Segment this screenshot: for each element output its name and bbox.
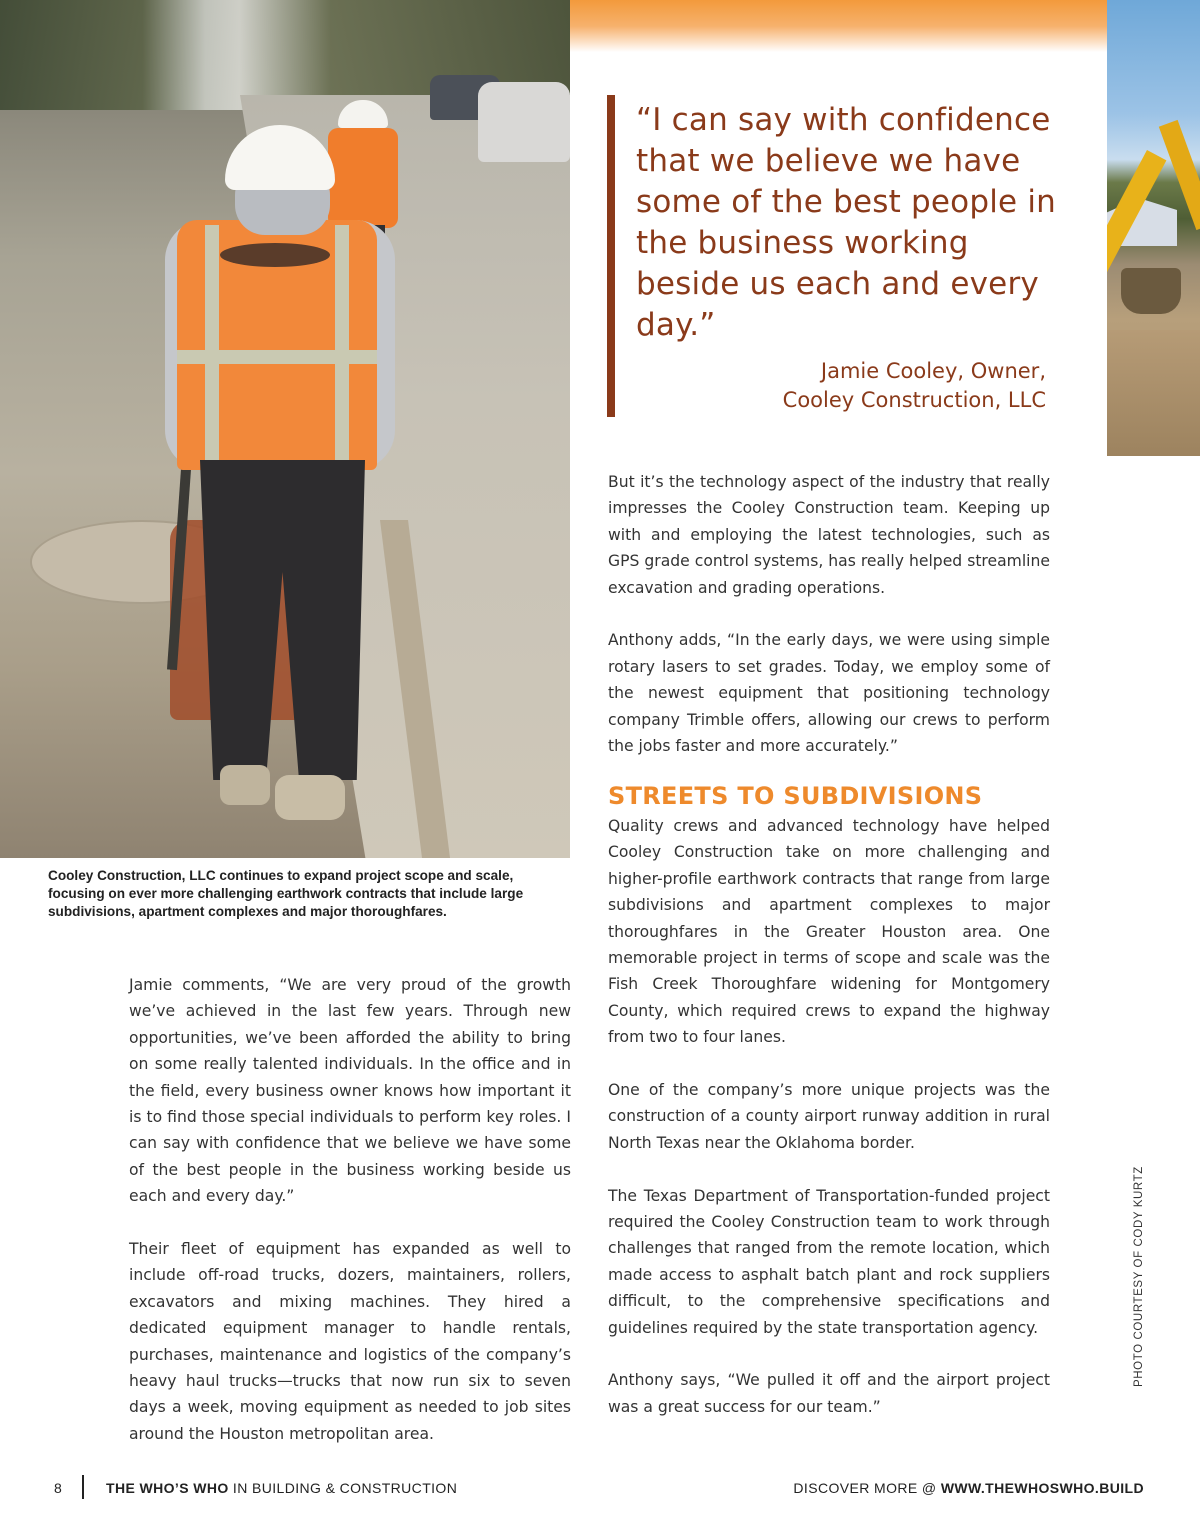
publication-name bbox=[106, 1480, 457, 1496]
publication-name-rest: IN BUILDING & CONSTRUCTION bbox=[228, 1480, 458, 1496]
pull-quote-bar bbox=[607, 95, 615, 417]
body-paragraph: Anthony adds, “In the early days, we were using simple rotary lasers to set grades. Today, we employ some of the newest equipment that positioning technology company Trimble offers, allowing our crews to perform the jobs faster and more accurately.” bbox=[608, 631, 1050, 756]
footer-divider bbox=[82, 1475, 84, 1499]
photo-dirt bbox=[1107, 330, 1200, 456]
body-paragraph: One of the company’s more unique projects was the construction of a county airport runway addition in rural North Texas near the Oklahoma border. bbox=[608, 1081, 1050, 1152]
right-column-top bbox=[608, 469, 1050, 786]
worker-photo bbox=[0, 0, 570, 858]
page-number: 8 bbox=[54, 1480, 62, 1496]
photo-car-white bbox=[478, 82, 570, 162]
body-paragraph: Their fleet of equipment has expanded as well to include off-road trucks, dozers, maintainers, rollers, excavators and mixing machines. They hired a dedicated equipment manager to handle rentals, purchases, maintenance and logistics of the company’s heavy haul trucks—trucks that now run six to seven days a week, moving equipment as needed to job sites around the Houston metropolitan area. bbox=[129, 1240, 571, 1443]
body-paragraph: Quality crews and advanced technology have helped Cooley Construction take on more challenging and higher-profile earthwork contracts that range from large subdivisions and apartment complexes to major thoroughfares in the Greater Houston area. One memorable project in terms of scope and scale was the Fish Creek Thoroughfare widening for Montgomery County, which required crews to expand the highway from two to four lanes. bbox=[608, 817, 1050, 1047]
left-column bbox=[129, 972, 571, 1474]
excavator-photo bbox=[1107, 0, 1200, 456]
section-heading: STREETS TO SUBDIVISIONS bbox=[608, 782, 983, 810]
body-paragraph: Anthony says, “We pulled it off and the airport project was a great success for our team.” bbox=[608, 1371, 1050, 1416]
top-orange-band bbox=[570, 0, 1107, 52]
discover-prefix: DISCOVER MORE @ bbox=[793, 1480, 941, 1496]
body-paragraph: The Texas Department of Transportation-funded project required the Cooley Construction team to work through challenges that ranged from the remote location, which made access to asphalt batch plant and rock suppliers difficult, to the comprehensive specifications and guidelines required by the state transportation agency. bbox=[608, 1186, 1050, 1337]
pull-quote-text: “I can say with confidence that we believe we have some of the best people in the business working beside us each and every day.” bbox=[636, 102, 1057, 343]
photo-excavator-bucket bbox=[1121, 268, 1181, 314]
photo-foreground-worker bbox=[165, 125, 395, 820]
attribution-line-2: Cooley Construction, LLC bbox=[782, 388, 1046, 412]
pull-quote-attribution bbox=[783, 357, 1046, 415]
discover-more bbox=[793, 1480, 1144, 1496]
publication-name-bold: THE WHO’S WHO bbox=[106, 1480, 229, 1496]
body-paragraph: Jamie comments, “We are very proud of the growth we’ve achieved in the last few years. Through new opportunities, we’ve been afforded the ability to bring on some really talented individuals. In the office and in the field, every business owner knows how important it is to find those special individuals to perform key roles. I can say with confidence that we believe we have some of the best people in the business working beside us each and every day.” bbox=[129, 976, 571, 1206]
attribution-line-1: Jamie Cooley, Owner, bbox=[820, 359, 1046, 383]
right-column-bottom bbox=[608, 813, 1050, 1447]
photo-caption: Cooley Construction, LLC continues to expand project scope and scale, focusing on ever more challenging earthwork contracts that include large subdivisions, apartment complexes and major thoroughfares. bbox=[48, 868, 524, 919]
page-footer bbox=[0, 1474, 1200, 1504]
website-link[interactable]: WWW.THEWHOSWHO.BUILD bbox=[940, 1480, 1144, 1496]
photo-credit: PHOTO COURTESY OF CODY KURTZ bbox=[1133, 1166, 1145, 1387]
body-paragraph: But it’s the technology aspect of the industry that really impresses the Cooley Construction team. Keeping up with and employing the latest technologies, such as GPS grade control systems, has really helped streamline excavation and grading operations. bbox=[608, 473, 1050, 597]
